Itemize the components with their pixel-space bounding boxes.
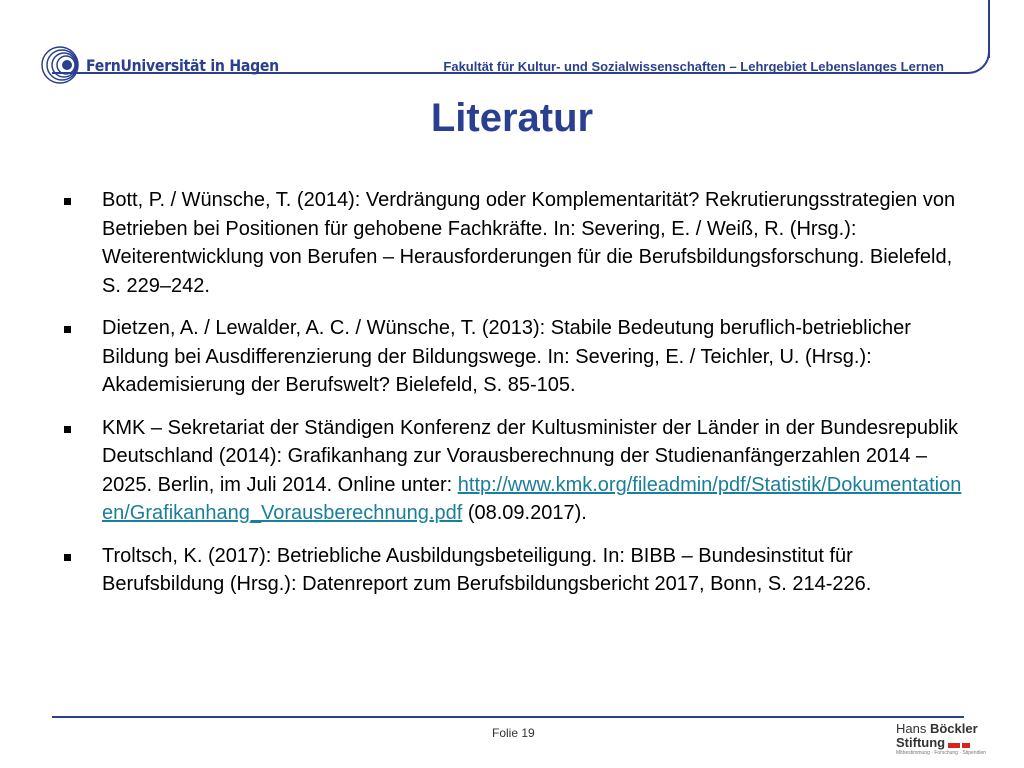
reference-text: Troltsch, K. (2017): Betriebliche Ausbildungsbeteiligung. In: BIBB – Bundesinstitut für Berufsbildung (Hrsg.): Datenreport zum Berufsbildungsbericht 2017, Bonn, S. 214-226. [102, 544, 872, 595]
red-bar-icon [948, 743, 960, 748]
hans-boeckler-logo [896, 722, 996, 756]
reference-link[interactable]: http://www.kmk.org/fileadmin/pdf/Statistik/Dokumentationen/Grafikanhang_Vorausberechnung.pdf [102, 473, 962, 524]
reference-text: Bott, P. / Wünsche, T. (2014): Verdrängung oder Komplementarität? Rekrutierungsstrategien von Betrieben bei Positionen für gehobene Fachkräfte. In: Severing, E. / Weiß, R. (Hrsg.): Weiterentwicklung von Berufen – Herausforderungen für die Berufsbildungsforschung. Bielefeld, S. 229–242. [102, 189, 956, 297]
faculty-heading: Fakultät für Kultur- und Sozialwissenschaften – Lehrgebiet Lebenslanges Lernen [443, 59, 944, 74]
reference-text: KMK – Sekretariat der Ständigen Konferenz der Kultusminister der Länder in der Bundesrepublik Deutschland (2014): Grafikanhang zur Vorausberechnung der Studienanfängerzahlen 2014 – 2025. Berlin, im Juli 2014. Online unter: [102, 416, 959, 496]
reference-suffix: (08.09.2017). [462, 502, 587, 524]
sponsor-tagline: Mitbestimmung · Forschung · Stipendien [896, 750, 987, 756]
fernuni-logo-icon [40, 45, 80, 85]
reference-item [62, 314, 962, 400]
logo-text: FernUniversität in Hagen [86, 55, 279, 75]
reference-item [62, 542, 962, 599]
sponsor-line-1: Hans Böckler [896, 721, 978, 736]
fernuni-logo [40, 44, 305, 86]
footer-divider [52, 716, 964, 718]
reference-item [62, 414, 962, 528]
slide-number: Folie 19 [492, 726, 535, 740]
page-title: Literatur [430, 96, 594, 140]
sponsor-line-2: Stiftung [896, 736, 996, 750]
red-bar-icon [962, 743, 970, 748]
reference-item [62, 186, 962, 300]
reference-list [62, 186, 962, 613]
reference-text: Dietzen, A. / Lewalder, A. C. / Wünsche, T. (2013): Stabile Bedeutung beruflich-betrieblicher Bildung bei Ausdifferenzierung der Bildungswege. In: Severing, E. / Teichler, U. (Hrsg.): Akademisierung der Berufswelt? Bielefeld, S. 85-105. [102, 317, 911, 396]
frame-curve [960, 40, 990, 74]
